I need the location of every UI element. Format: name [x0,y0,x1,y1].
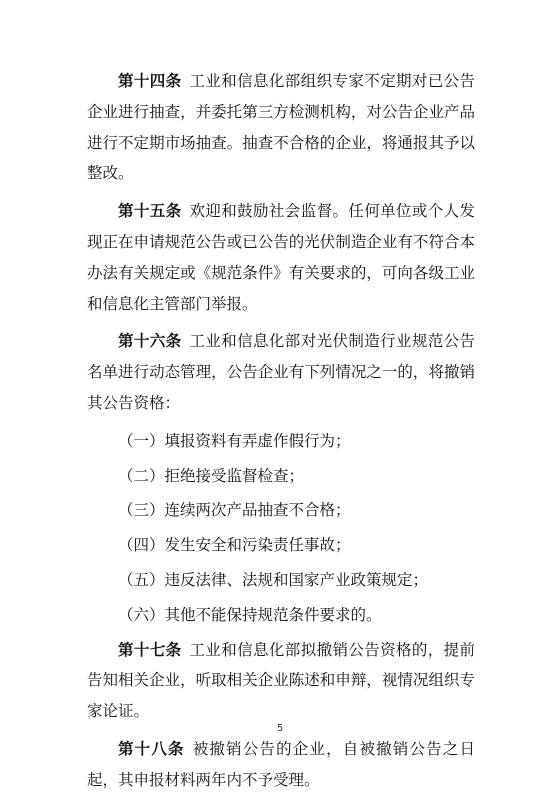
list-item: （二）拒绝接受监督检查； [118,466,305,485]
article-label: 第十五条 [118,201,182,221]
article-18 [87,734,475,796]
article-text: 工业和信息化部组织专家不定期对已公告企业进行抽查，并委托第三方检测机构，对公告企业产品进行不定期市场抽查。抽查不合格的企业，将通报其予以整改。 [87,72,475,183]
article-16 [87,326,475,418]
page-number: 5 [276,723,284,734]
article-text: 工业和信息化部对光伏制造行业规范公告名单进行动态管理，公告企业有下列情况之一的，将撤销其公告资格： [87,332,475,412]
article-text: 工业和信息化部拟撤销公告资格的，提前告知相关企业，听取相关企业陈述和申辩，视情况组织专家论证。 [87,640,475,721]
article-label: 第十六条 [118,331,182,351]
article-label: 第十四条 [118,71,182,90]
article-text: 被撤销公告的企业，自被撤销公告之日起，其申报材料两年内不予受理。 [87,739,475,789]
article-label: 第十七条 [118,639,182,659]
article-14 [87,66,475,189]
list-item: （五）违反法律、法规和国家产业政策规定； [118,570,429,589]
list-item: （四）发生安全和污染责任事故； [118,536,351,555]
article-text: 欢迎和鼓励社会监督。任何单位或个人发现正在申请规范公告或已公告的光伏制造企业有不符合本办法有关规定或《规范条件》有关要求的，可向各级工业和信息化主管部门举报。 [87,202,475,313]
article-label: 第十八条 [118,738,185,758]
document-body [87,66,475,803]
list-item: （三）连续两次产品抽查不合格； [118,501,351,520]
article-17 [87,635,475,727]
list-item: （六）其他不能保持规范条件要求的。 [118,605,382,624]
article-15 [87,196,475,319]
list-item: （一）填报资料有弄虚作假行为； [118,431,351,450]
